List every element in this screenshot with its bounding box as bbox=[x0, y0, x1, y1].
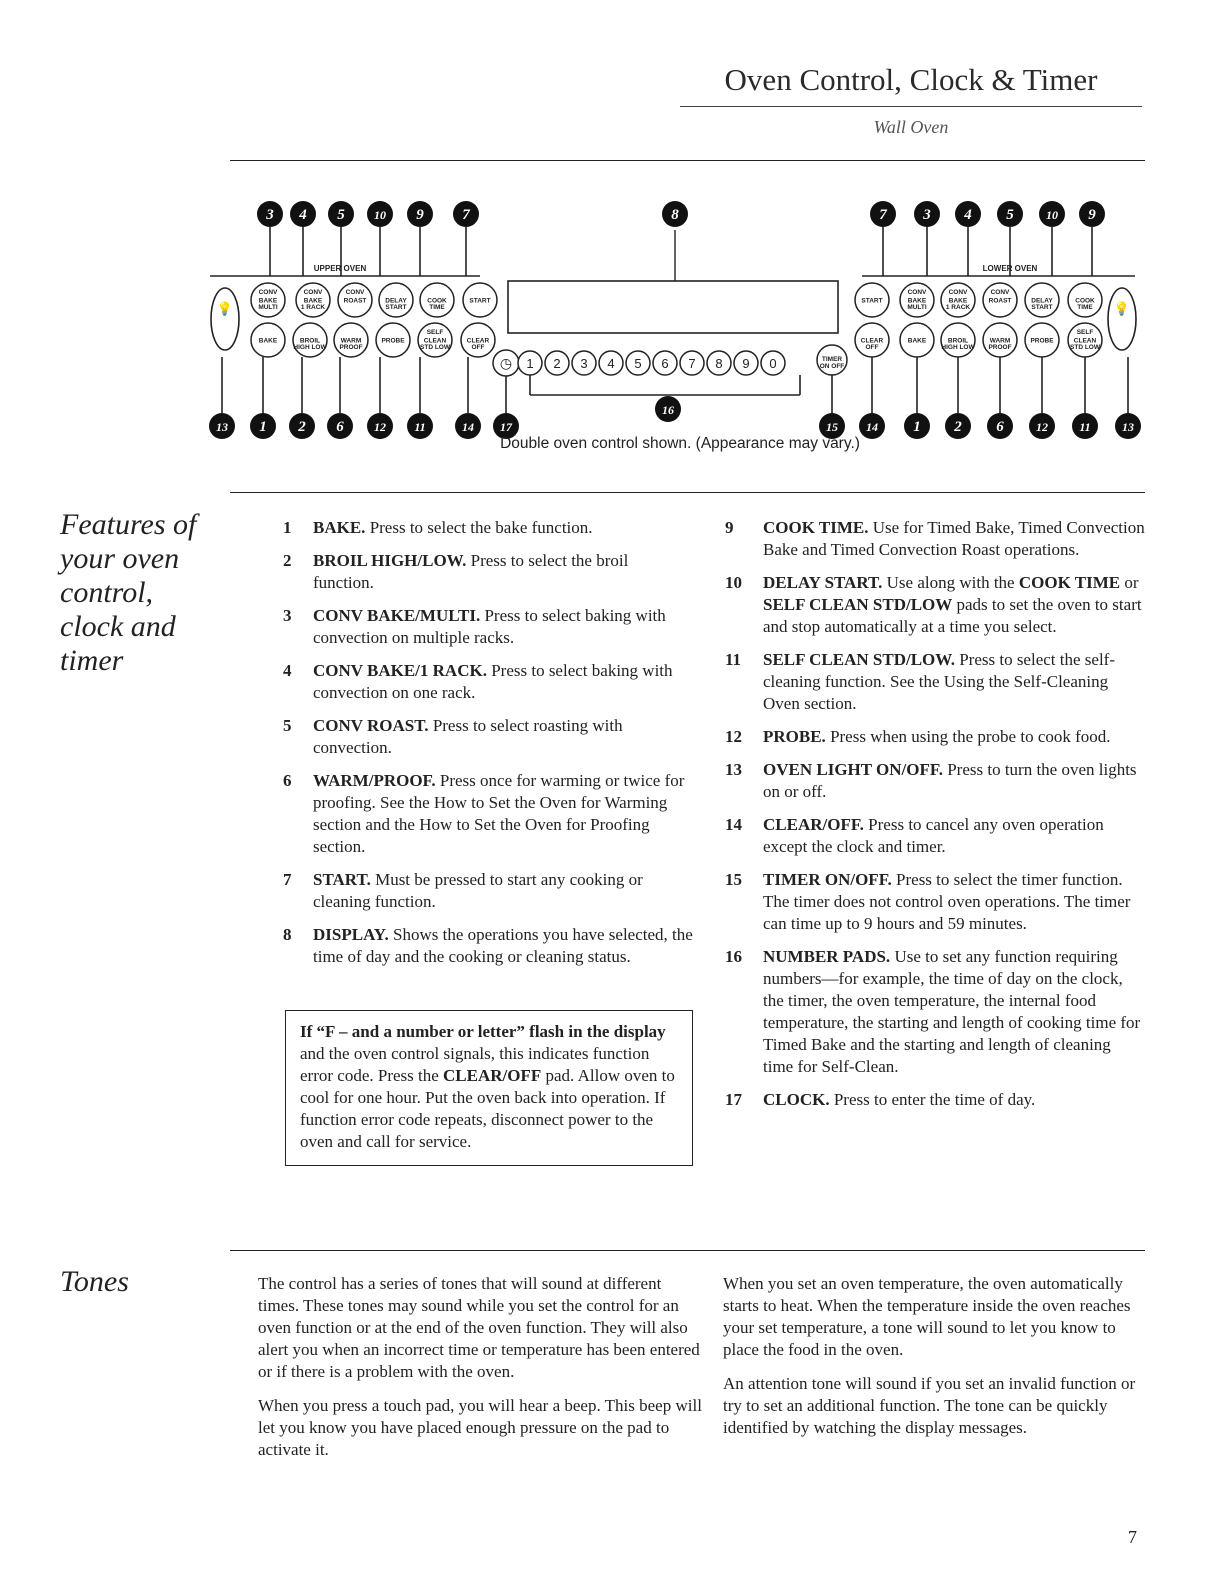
callout-number: 2 bbox=[954, 419, 962, 435]
tones-paragraph: When you set an oven temperature, the oven automatically starts to heat. When the temperature inside the oven reaches your set temperature, a tone will sound to let you know to place the food in the oven. bbox=[723, 1274, 1131, 1359]
feature-text bbox=[313, 605, 693, 649]
feature-item bbox=[725, 946, 1145, 1078]
diagram-caption: Double oven control shown. (Appearance may vary.) bbox=[500, 435, 860, 452]
feature-term: COOK TIME bbox=[1018, 573, 1121, 592]
button-label: BAKE bbox=[948, 297, 968, 305]
feature-item bbox=[283, 924, 693, 968]
feature-number: 8 bbox=[283, 925, 292, 944]
callout-number: 15 bbox=[826, 420, 838, 434]
callout-number: 13 bbox=[1122, 420, 1134, 434]
number-pad-label: 5 bbox=[634, 356, 642, 371]
button-label: BAKE bbox=[303, 297, 323, 305]
button-label-top: CONV bbox=[303, 289, 323, 296]
tones-paragraph: The control has a series of tones that will sound at different times. These tones may sound while you set the control for an oven function or at the end of the oven function. They will also alert you when an incorrect time or temperature has been entered or if there is a problem with the oven. bbox=[258, 1274, 700, 1381]
feature-description: Press to select the timer function. The timer does not control oven operations. The timer can time up to 9 hours and 59 minutes. bbox=[763, 870, 1131, 933]
feature-term: TIMER ON/OFF. bbox=[763, 870, 892, 889]
tones-left-column bbox=[258, 1273, 703, 1473]
lightbulb-icon: 💡 bbox=[216, 301, 234, 316]
button-label-bottom: TIME bbox=[429, 304, 445, 311]
button-label: WARM bbox=[340, 337, 362, 345]
button-label: CLEAR bbox=[860, 337, 884, 345]
feature-item bbox=[283, 550, 693, 594]
feature-text bbox=[763, 1089, 1145, 1111]
lower-oven-light-button bbox=[1108, 288, 1136, 350]
button-label-top: SELF bbox=[1076, 329, 1094, 336]
feature-number: 9 bbox=[725, 518, 734, 537]
feature-text bbox=[763, 814, 1145, 858]
callout-number: 6 bbox=[996, 419, 1004, 435]
callout-number: 5 bbox=[1006, 207, 1014, 223]
lower-oven-label: LOWER OVEN bbox=[982, 264, 1038, 273]
button-label-bottom: MULTI bbox=[258, 304, 278, 311]
feature-description: Press to select the broil function. bbox=[313, 551, 629, 592]
button-label-bottom: START bbox=[385, 304, 407, 311]
callout-bold-lead: If “F – and a number or letter” flash in the display bbox=[300, 1022, 666, 1041]
number-pad-label: 0 bbox=[769, 356, 777, 371]
diagram-static bbox=[314, 230, 1038, 333]
button-label: WARM bbox=[989, 337, 1011, 345]
number-pad-label: 8 bbox=[715, 356, 723, 371]
tones-right-column bbox=[723, 1273, 1148, 1451]
callout-bold-clear: CLEAR/OFF bbox=[443, 1066, 542, 1085]
number-pad-label: 4 bbox=[607, 356, 615, 371]
header-rule bbox=[680, 106, 1142, 107]
features-heading: Features of your oven control, clock and timer bbox=[60, 508, 197, 677]
page-subtitle: Wall Oven bbox=[873, 117, 949, 137]
display-window bbox=[508, 281, 838, 333]
button-label: BROIL bbox=[947, 337, 969, 345]
feature-item bbox=[283, 605, 693, 649]
feature-number: 2 bbox=[283, 551, 292, 570]
lightbulb-icon: 💡 bbox=[1113, 301, 1131, 316]
callout-text: and the oven control signals, this indicates function error code. Press the bbox=[300, 1044, 650, 1085]
feature-number: 17 bbox=[725, 1090, 742, 1109]
callout-number: 12 bbox=[1036, 420, 1048, 434]
feature-term: CONV BAKE/1 RACK. bbox=[313, 661, 487, 680]
feature-term: CLEAR/OFF. bbox=[763, 815, 864, 834]
button-label-bottom: START bbox=[1031, 304, 1053, 311]
callout-number: 10 bbox=[374, 208, 386, 222]
feature-number: 15 bbox=[725, 870, 742, 889]
feature-description: Press to select baking with convection on multiple racks. bbox=[313, 606, 666, 647]
clock-icon: ◷ bbox=[499, 357, 513, 372]
feature-description: Must be pressed to start any cooking or cleaning function. bbox=[313, 870, 643, 911]
feature-description: or bbox=[1120, 573, 1139, 592]
callout-number: 11 bbox=[414, 420, 426, 434]
button-label: DELAY bbox=[1031, 297, 1053, 305]
feature-term: PROBE. bbox=[763, 727, 826, 746]
feature-description: Press to select roasting with convection. bbox=[313, 716, 623, 757]
page-title: Oven Control, Clock & Timer bbox=[724, 62, 1098, 97]
feature-term: WARM/PROOF. bbox=[313, 771, 436, 790]
feature-item bbox=[283, 517, 693, 539]
feature-number: 12 bbox=[725, 727, 742, 746]
button-label: CLEAN bbox=[423, 337, 447, 345]
button-label-bottom: TIME bbox=[1077, 304, 1093, 311]
button-label-bottom: OFF bbox=[471, 344, 485, 351]
feature-number: 14 bbox=[725, 815, 742, 834]
tones-paragraph: An attention tone will sound if you set an invalid function or try to set an additional function. The tone can be quickly identified by watching the display messages. bbox=[723, 1374, 1136, 1437]
button-label-bottom: OFF bbox=[865, 344, 879, 351]
tones-heading: Tones bbox=[60, 1265, 129, 1298]
feature-item bbox=[725, 517, 1145, 561]
feature-term: SELF CLEAN STD/LOW. bbox=[763, 650, 955, 669]
feature-text bbox=[763, 649, 1145, 715]
feature-description: Press to enter the time of day. bbox=[829, 1090, 1036, 1109]
callout-number: 14 bbox=[866, 420, 878, 434]
section-divider bbox=[230, 160, 1145, 161]
number-pad-label: 7 bbox=[688, 356, 696, 371]
callout-number: 4 bbox=[964, 207, 972, 223]
feature-item bbox=[725, 1089, 1145, 1111]
feature-text bbox=[313, 550, 693, 594]
feature-description: Press to select the bake function. bbox=[365, 518, 593, 537]
feature-text bbox=[313, 517, 693, 539]
error-code-callout bbox=[285, 1010, 693, 1166]
button-label: BROIL bbox=[299, 337, 321, 345]
button-label-bottom: PROOF bbox=[988, 344, 1012, 351]
callout-number: 8 bbox=[671, 207, 679, 223]
feature-term: BROIL HIGH/LOW. bbox=[313, 551, 467, 570]
feature-item bbox=[725, 869, 1145, 935]
callout-number: 4 bbox=[299, 207, 307, 223]
feature-term: COOK TIME. bbox=[763, 518, 869, 537]
button-label-bottom: MULTI bbox=[907, 304, 927, 311]
button-label-top: CONV bbox=[345, 289, 365, 296]
feature-number: 6 bbox=[283, 771, 292, 790]
number-pad-label: 9 bbox=[742, 356, 750, 371]
feature-text bbox=[763, 726, 1145, 748]
feature-description: Press to turn the oven lights on or off. bbox=[763, 760, 1137, 801]
button-label: BAKE bbox=[258, 297, 278, 305]
callout-number: 3 bbox=[266, 207, 274, 223]
button-label-bottom: STD LOW bbox=[420, 344, 450, 351]
button-label-bottom: 1 RACK bbox=[300, 304, 326, 311]
feature-number: 1 bbox=[283, 518, 292, 537]
feature-number: 16 bbox=[725, 947, 742, 966]
feature-text bbox=[763, 946, 1145, 1078]
feature-item bbox=[283, 660, 693, 704]
button-label-bottom: STD LOW bbox=[1070, 344, 1100, 351]
callout-text-2: pad. Allow oven to cool for one hour. Put the oven back into operation. If function error code repeats, disconnect power to the oven and call for service. bbox=[300, 1066, 675, 1151]
page-number: 7 bbox=[1128, 1527, 1137, 1547]
feature-item bbox=[725, 649, 1145, 715]
feature-description: Press to select baking with convection on one rack. bbox=[313, 661, 673, 702]
button-label-top: CONV bbox=[948, 289, 968, 296]
feature-term: BAKE. bbox=[313, 518, 366, 537]
callout-number: 12 bbox=[374, 420, 386, 434]
timer-pad-sub: ON OFF bbox=[819, 363, 845, 370]
feature-number: 3 bbox=[283, 606, 292, 625]
button-label-top: CONV bbox=[990, 289, 1010, 296]
feature-description: Use along with the bbox=[882, 573, 1019, 592]
section-divider bbox=[230, 492, 1145, 493]
feature-number: 5 bbox=[283, 716, 292, 735]
button-label: BAKE bbox=[258, 337, 278, 345]
callout-number: 9 bbox=[416, 207, 424, 223]
button-label: CLEAN bbox=[1073, 337, 1097, 345]
feature-description: Press once for warming or twice for proofing. See the How to Set the Oven for Warming section and the How to Set the Oven for Proofing section. bbox=[313, 771, 685, 856]
callout-number: 7 bbox=[879, 207, 887, 223]
button-label-top: CONV bbox=[258, 289, 278, 296]
feature-term: START. bbox=[313, 870, 371, 889]
callout-number: 3 bbox=[923, 207, 931, 223]
callout-number: 13 bbox=[216, 420, 228, 434]
feature-term: DELAY START. bbox=[763, 573, 883, 592]
button-label: ROAST bbox=[988, 297, 1012, 305]
button-label: ROAST bbox=[343, 297, 367, 305]
tones-paragraph: When you press a touch pad, you will hear a beep. This beep will let you know you have placed enough pressure on the pad to activate it. bbox=[258, 1396, 702, 1459]
feature-number: 13 bbox=[725, 760, 742, 779]
feature-text bbox=[763, 759, 1145, 803]
button-label: BAKE bbox=[907, 297, 927, 305]
button-label-top: SELF bbox=[426, 329, 444, 336]
feature-term: NUMBER PADS. bbox=[763, 947, 891, 966]
number-pad-label: 1 bbox=[526, 356, 534, 371]
timer-pad-label: TIMER bbox=[821, 356, 843, 363]
feature-number: 11 bbox=[725, 650, 742, 669]
callout-number: 7 bbox=[462, 207, 470, 223]
feature-term: OVEN LIGHT ON/OFF. bbox=[763, 760, 943, 779]
feature-description: Press to select the self-cleaning function. See the Using the Self-Cleaning Oven section. bbox=[763, 650, 1115, 713]
feature-text bbox=[313, 924, 693, 968]
feature-description: Shows the operations you have selected, the time of day and the cooking or cleaning status. bbox=[313, 925, 693, 966]
button-label: BAKE bbox=[907, 337, 927, 345]
callout-number: 14 bbox=[462, 420, 474, 434]
feature-item bbox=[725, 572, 1145, 638]
feature-term: CONV BAKE/MULTI. bbox=[313, 606, 481, 625]
feature-item bbox=[283, 715, 693, 759]
upper-oven-label: UPPER OVEN bbox=[313, 264, 367, 273]
callout-number: 9 bbox=[1088, 207, 1096, 223]
callout-number: 5 bbox=[337, 207, 345, 223]
button-label: START bbox=[469, 297, 491, 305]
feature-text bbox=[313, 660, 693, 704]
number-pad-label: 6 bbox=[661, 356, 669, 371]
callout-number: 10 bbox=[1046, 208, 1058, 222]
feature-description: Press to cancel any oven operation except the clock and timer. bbox=[763, 815, 1104, 856]
feature-text bbox=[313, 869, 693, 913]
callout-number: 2 bbox=[298, 419, 306, 435]
upper-oven-light-button bbox=[211, 288, 239, 350]
feature-item bbox=[725, 814, 1145, 858]
feature-description: pads to set the oven to start and stop automatically at a time you select. bbox=[763, 595, 1142, 636]
callout-number: 17 bbox=[500, 420, 512, 434]
button-label-top: CONV bbox=[907, 289, 927, 296]
callout-number: 6 bbox=[336, 419, 344, 435]
feature-item bbox=[725, 759, 1145, 803]
feature-description: Press when using the probe to cook food. bbox=[825, 727, 1111, 746]
button-label-bottom: 1 RACK bbox=[945, 304, 971, 311]
callout-number: 1 bbox=[259, 419, 267, 435]
feature-term: SELF CLEAN STD/LOW bbox=[763, 595, 953, 614]
button-label: START bbox=[861, 297, 883, 305]
button-label-bottom: HIGH LOW bbox=[293, 344, 327, 351]
callout-number: 11 bbox=[1079, 420, 1091, 434]
features-list-left bbox=[283, 517, 693, 979]
feature-text bbox=[763, 572, 1145, 638]
feature-number: 10 bbox=[725, 573, 742, 592]
feature-text bbox=[313, 770, 693, 858]
feature-term: DISPLAY. bbox=[313, 925, 389, 944]
button-label: PROBE bbox=[381, 337, 405, 345]
feature-term: CONV ROAST. bbox=[313, 716, 429, 735]
button-label-bottom: HIGH LOW bbox=[941, 344, 975, 351]
feature-text bbox=[313, 715, 693, 759]
feature-description: Use to set any function requiring numbers—for example, the time of day on the clock, the timer, the oven temperature, the internal food temperature, the starting and length of cooking time for Timed Bake and the starting and length of cleaning time for Self-Clean. bbox=[763, 947, 1141, 1076]
button-label: DELAY bbox=[385, 297, 407, 305]
feature-text bbox=[763, 517, 1145, 561]
button-label: COOK bbox=[1075, 297, 1095, 305]
feature-item bbox=[283, 770, 693, 858]
button-label: CLEAR bbox=[466, 337, 490, 345]
feature-number: 4 bbox=[283, 661, 292, 680]
feature-text bbox=[763, 869, 1145, 935]
number-pad-label: 2 bbox=[553, 356, 561, 371]
feature-description: Use for Timed Bake, Timed Convection Bake and Timed Convection Roast operations. bbox=[763, 518, 1145, 559]
number-pad-label: 3 bbox=[580, 356, 588, 371]
feature-term: CLOCK. bbox=[763, 1090, 830, 1109]
features-list-right bbox=[725, 517, 1145, 1122]
feature-number: 7 bbox=[283, 870, 292, 889]
callout-number: 1 bbox=[913, 419, 921, 435]
button-label: COOK bbox=[427, 297, 447, 305]
button-label: PROBE bbox=[1030, 337, 1054, 345]
callout-number: 16 bbox=[662, 403, 674, 417]
button-label-bottom: PROOF bbox=[339, 344, 363, 351]
feature-item bbox=[283, 869, 693, 913]
section-divider bbox=[230, 1250, 1145, 1251]
feature-item bbox=[725, 726, 1145, 748]
